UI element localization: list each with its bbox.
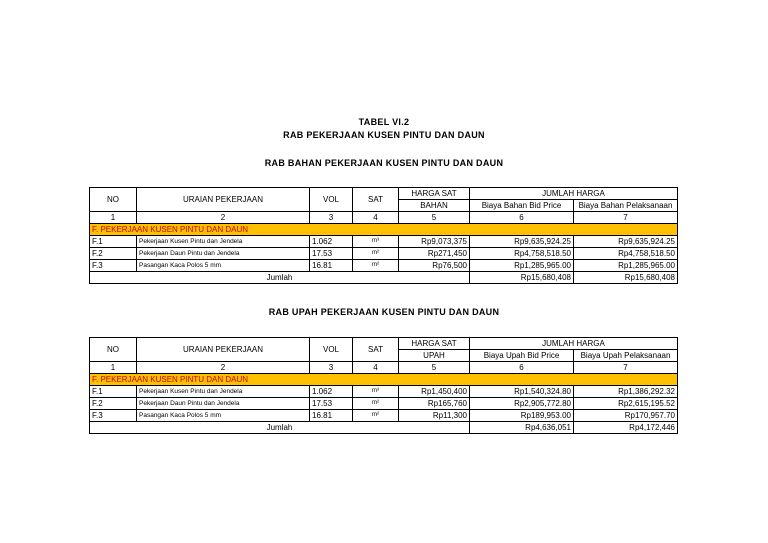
- row-no: F.2: [90, 248, 137, 260]
- row-bid: Rp9,635,924.25: [470, 236, 574, 248]
- index-cell: 7: [574, 212, 678, 224]
- col-harga-subheader: UPAH: [399, 350, 470, 362]
- row-uraian: Pekerjaan Kusen Pintu dan Jendela: [137, 386, 310, 398]
- row-sat: m³: [353, 236, 399, 248]
- col-jumlah-header: JUMLAH HARGA: [470, 188, 678, 200]
- row-bid: Rp189,953.00: [470, 410, 574, 422]
- row-sat: m²: [353, 398, 399, 410]
- row-harga: Rp76,500: [399, 260, 470, 272]
- row-pel: Rp9,635,924.25: [574, 236, 678, 248]
- table-row: [90, 248, 678, 260]
- col-pel-header: Biaya Upah Pelaksanaan: [574, 350, 678, 362]
- bahan-table: [89, 187, 678, 284]
- index-cell: 3: [310, 212, 353, 224]
- table-row: [90, 410, 678, 422]
- col-bid-header: Biaya Upah Bid Price: [470, 350, 574, 362]
- row-uraian: Pasangan Kaca Polos 5 mm: [137, 260, 310, 272]
- row-bid: Rp1,285,965.00: [470, 260, 574, 272]
- category-row: [90, 374, 678, 386]
- col-vol-header: VOL: [310, 338, 353, 362]
- row-pel: Rp2,615,195.52: [574, 398, 678, 410]
- col-vol-header: VOL: [310, 188, 353, 212]
- index-cell: 6: [470, 362, 574, 374]
- table-title: TABEL VI.2: [358, 117, 410, 127]
- row-bid: Rp4,758,518.50: [470, 248, 574, 260]
- col-uraian-header: URAIAN PEKERJAAN: [137, 338, 310, 362]
- row-bid: Rp1,540,324.80: [470, 386, 574, 398]
- total-bid: Rp4,636,051: [470, 422, 574, 434]
- index-cell: 4: [353, 362, 399, 374]
- col-pel-header: Biaya Bahan Pelaksanaan: [574, 200, 678, 212]
- row-no: F.2: [90, 398, 137, 410]
- row-no: F.3: [90, 410, 137, 422]
- category-row: [90, 224, 678, 236]
- row-uraian: Pekerjaan Daun Pintu dan Jendela: [137, 398, 310, 410]
- col-harga-header: HARGA SAT: [399, 338, 470, 350]
- col-uraian-header: URAIAN PEKERJAAN: [137, 188, 310, 212]
- row-harga: Rp11,300: [399, 410, 470, 422]
- row-no: F.1: [90, 236, 137, 248]
- row-bid: Rp2,905,772.80: [470, 398, 574, 410]
- row-sat: m²: [353, 410, 399, 422]
- row-sat: m²: [353, 248, 399, 260]
- index-cell: 7: [574, 362, 678, 374]
- row-vol: 16.81: [310, 410, 353, 422]
- index-row: [90, 212, 678, 224]
- col-bid-header: Biaya Bahan Bid Price: [470, 200, 574, 212]
- index-cell: 2: [137, 362, 310, 374]
- upah-table: [89, 337, 678, 434]
- col-sat-header: SAT: [353, 188, 399, 212]
- row-harga: Rp271,450: [399, 248, 470, 260]
- row-pel: Rp4,758,518.50: [574, 248, 678, 260]
- col-sat-header: SAT: [353, 338, 399, 362]
- col-harga-header: HARGA SAT: [399, 188, 470, 200]
- total-pel: Rp4,172,446: [574, 422, 678, 434]
- col-no-header: NO: [90, 338, 137, 362]
- col-harga-subheader: BAHAN: [399, 200, 470, 212]
- row-sat: m³: [353, 386, 399, 398]
- col-no-header: NO: [90, 188, 137, 212]
- row-pel: Rp1,285,965.00: [574, 260, 678, 272]
- table-row: [90, 398, 678, 410]
- index-cell: 5: [399, 362, 470, 374]
- row-uraian: Pasangan Kaca Polos 5 mm: [137, 410, 310, 422]
- total-row: [90, 272, 678, 284]
- row-vol: 17.53: [310, 398, 353, 410]
- table-row: [90, 260, 678, 272]
- row-no: F.3: [90, 260, 137, 272]
- upah-heading: RAB UPAH PEKERJAAN KUSEN PINTU DAN DAUN: [268, 307, 500, 317]
- row-uraian: Pekerjaan Daun Pintu dan Jendela: [137, 248, 310, 260]
- index-cell: 6: [470, 212, 574, 224]
- row-uraian: Pekerjaan Kusen Pintu dan Jendela: [137, 236, 310, 248]
- row-pel: Rp170,957.70: [574, 410, 678, 422]
- total-pel: Rp15,680,408: [574, 272, 678, 284]
- row-vol: 16.81: [310, 260, 353, 272]
- row-vol: 1.062: [310, 236, 353, 248]
- index-cell: 1: [90, 362, 137, 374]
- row-no: F.1: [90, 386, 137, 398]
- table-row: [90, 386, 678, 398]
- bahan-heading: RAB BAHAN PEKERJAAN KUSEN PINTU DAN DAUN: [264, 158, 504, 168]
- index-cell: 4: [353, 212, 399, 224]
- total-label: Jumlah: [90, 272, 470, 284]
- index-cell: 3: [310, 362, 353, 374]
- table-row: [90, 236, 678, 248]
- row-harga: Rp165,760: [399, 398, 470, 410]
- row-vol: 1.062: [310, 386, 353, 398]
- category-label: F. PEKERJAAN KUSEN PINTU DAN DAUN: [90, 374, 678, 386]
- row-harga: Rp9,073,375: [399, 236, 470, 248]
- row-sat: m²: [353, 260, 399, 272]
- total-row: [90, 422, 678, 434]
- row-harga: Rp1,450,400: [399, 386, 470, 398]
- total-label: Jumlah: [90, 422, 470, 434]
- index-cell: 1: [90, 212, 137, 224]
- category-label: F. PEKERJAAN KUSEN PINTU DAN DAUN: [90, 224, 678, 236]
- total-bid: Rp15,680,408: [470, 272, 574, 284]
- row-pel: Rp1,386,292.32: [574, 386, 678, 398]
- document-subtitle: RAB PEKERJAAN KUSEN PINTU DAN DAUN: [283, 130, 485, 140]
- index-cell: 2: [137, 212, 310, 224]
- row-vol: 17.53: [310, 248, 353, 260]
- index-cell: 5: [399, 212, 470, 224]
- index-row: [90, 362, 678, 374]
- col-jumlah-header: JUMLAH HARGA: [470, 338, 678, 350]
